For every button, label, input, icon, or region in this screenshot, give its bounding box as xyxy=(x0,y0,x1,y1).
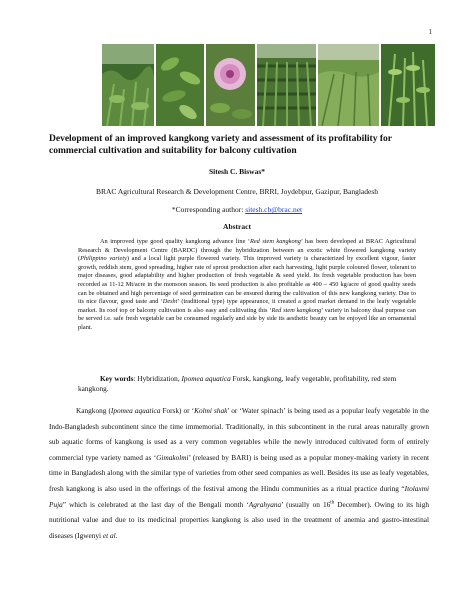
corresponding-author xyxy=(0,205,474,214)
kangkong-rows-photo xyxy=(257,44,316,126)
kangkong-plants-photo xyxy=(381,44,435,126)
keywords: Key words: Hybridization, Ipomea aquatica Forsk, kangkong, leafy vegetable, profitability, red stem kangkong. xyxy=(78,374,397,393)
paper-title: Development of an improved kangkong variety and assessment of its profitability for commercial cultivation and suitability for balcony cultivation xyxy=(49,134,392,156)
abstract-heading: Abstract xyxy=(223,222,251,231)
email-link[interactable]: sitesh.cb@brac.net xyxy=(245,205,303,214)
introduction-paragraph: Kangkong (Ipomea aquatica Forsk) or ‘Kolmi shak’ or ‘Water spinach’ is being used as a popular leafy vegetable in the Indo-Bangladesh subcontinent since the time immemorial. Traditionally, in this subcontinent in the rural areas naturally grown sub aquatic forms of kangkong is used as a very common vegetables while the newly introduced cultivated form of entirely commercial type variety named as ‘Gimakolmi’ (released by BARI) is being used as a popular money-making variety in recent time in Bangladesh along with the similar type of varieties from other seed companies as well. Besides its use as leafy vegetables, fresh kangkong is also used in the offerings of the festival among the Hindu communities as a ritual practice during “Itolaxmi Puja” which is celebrated at the last day of the Bengali month ‘Agrahyana’ (usually on 16th December). Owing to its high nutritional value and due to its medicinal properties kangkong is also used in the treatment of anemia and gastro-intestinal diseases (Igwenyi et al. xyxy=(49,406,430,540)
abstract-text: An improved type good quality kangkong advance line ‘Red stem kangkong’ has been developed at BRAC Agricultural Research & Development Centre (BARDC) through the hybridization between an exotic white flowered kangkong variety (Philippino variety) and a local light purple flowered variety. This improved variety is characterized by excellent vigour, faster growth, reddish stem, good spreading, higher rate of sprout production after each harvesting, light purple coloured flower, tolerant to major diseases, good adaptability and higher production of fresh vegetable & seed yield. Its fresh vegetable production has been recorded as 11-12 Mt/acre in the monsoon season. Its seed production is also profitable as 400 – 450 kg/acre of good quality seeds can be obtained and high percentage of seed germination can be ensured during the cultivation of this new kangkong variety. Due to its nice flavour, good taste and ‘Deshi’ (traditional type) type appearance, it created a good market demand in the leafy vegetable market. Its roof top or balcony cultivation is also easy and cultivating this ‘Red stem kangkong’ variety in balcony dual purpose can be served i.e. safe fresh vegetable can be consumed regularly and side by side its aesthetic beauty can be enjoyed like an ornamental plant. xyxy=(78,238,417,331)
keywords-label: Key words xyxy=(100,374,134,383)
corresponding-label: *Corresponding author: xyxy=(171,205,246,214)
photo-strip xyxy=(102,44,435,126)
author-name: Sitesh C. Biswas* xyxy=(208,167,266,176)
page-number: 1 xyxy=(428,28,432,36)
kangkong-field-photo xyxy=(102,44,154,126)
kangkong-plot-photo xyxy=(318,44,379,126)
kangkong-leaves-photo xyxy=(156,44,204,126)
author-affiliation: BRAC Agricultural Research & Development Centre, BRRI, Joydebpur, Gazipur, Bangladesh xyxy=(95,187,379,196)
kangkong-flower-photo xyxy=(206,44,255,126)
